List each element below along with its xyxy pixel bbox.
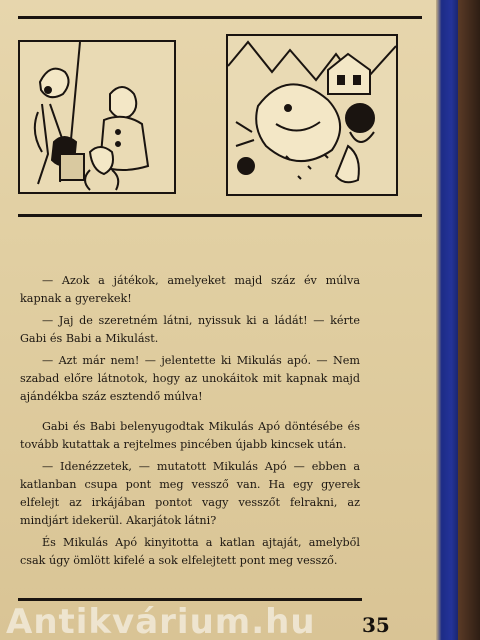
paragraph-1: — Azok a játékok, amelyeket majd száz év múlva kapnak a gyerekek! xyxy=(20,274,360,305)
book-binding xyxy=(436,0,458,640)
top-rule xyxy=(18,16,422,19)
paragraph-2: — Jaj de szeretném látni, nyissuk ki a ládát! — kérte Gabi és Babi a Mikulást. xyxy=(20,314,360,345)
paragraph-4: Gabi és Babi belenyugodtak Mikulás Apó döntésébe és tovább kutattak a rejtelmes pincében újabb kincsek után. xyxy=(20,420,360,451)
paragraph-3: — Azt már nem! — jelentette ki Mikulás apó. — Nem szabad előre látnotok, hogy az unokáitok mit kapnak majd ajándékba száz esztendő múlva! xyxy=(20,354,360,403)
illustration-right xyxy=(226,34,398,196)
book-edge xyxy=(458,0,480,640)
mid-rule xyxy=(18,214,422,217)
cellar-scene-drawing xyxy=(228,36,396,194)
paragraph-6: És Mikulás Apó kinyitotta a katlan ajtaját, amelyből csak úgy ömlött kifelé a sok elfelejtett pont meg vessző. xyxy=(20,536,360,567)
well-scene-drawing xyxy=(20,42,174,192)
bottom-rule xyxy=(18,598,362,601)
paragraph-5: — Idenézzetek, — mutatott Mikulás Apó — ebben a katlanban csupa pont meg vessző van. Ha egy gyerek elfelejt az irkájában pontot vagy vesszőt felrakni, az mindjárt idekerül. Akarjátok látni? xyxy=(20,460,360,527)
watermark: Antikvárium.hu xyxy=(6,602,316,640)
page-number: 35 xyxy=(362,613,390,637)
story-text xyxy=(20,272,360,574)
illustration-left xyxy=(18,40,176,194)
